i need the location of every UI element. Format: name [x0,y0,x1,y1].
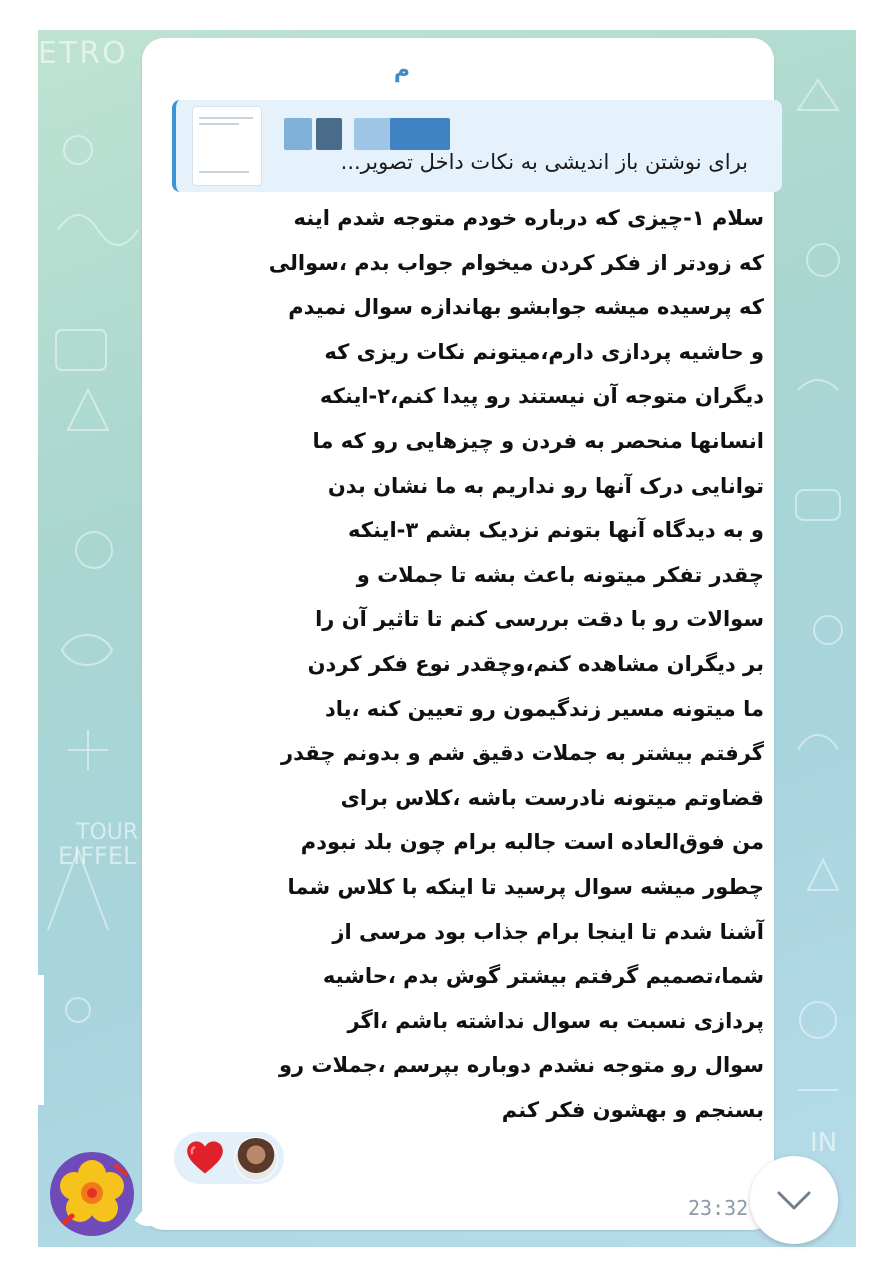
chevron-down-icon [750,1156,838,1244]
message-line: شما،تصمیم گرفتم بیشتر گوش بدم ،حاشیه [322,964,764,989]
reply-title-redacted [316,118,342,150]
message-line: قضاوتم میتونه نادرست باشه ،کلاس برای [340,785,764,810]
message-line: ما میتونه مسیر زندگیمون رو تعیین کنه ،یاد [324,696,764,721]
reply-title-redacted [284,118,312,150]
message-line: که زودتر از فکر کردن میخوام جواب بدم ،سوالی [268,250,764,275]
reply-title-redacted [390,118,450,150]
scroll-down-button[interactable] [750,1156,838,1244]
message-line: پردازی نسبت به سوال نداشته باشم ،اگر [347,1008,764,1033]
message-line: انسانها منحصر به فردن و چیزهایی رو که ما [312,428,764,453]
user-avatar[interactable] [50,1152,134,1236]
message-line: دیگران متوجه آن نیستند رو پیدا کنم،۲-اینکه [319,384,764,409]
message-line: سلام ۱-چیزی که درباره خودم متوجه شدم اینه [293,206,764,230]
doodle-text-tour: TOUR [76,820,139,845]
message-line: سوالات رو با دقت بررسی کنم تا تاثیر آن را [315,607,764,632]
sender-initial: م [393,57,410,83]
reaction-chip[interactable] [174,1132,284,1184]
doodle-text-in: IN [810,1128,838,1158]
heart-icon [186,1140,224,1176]
message-line: آشنا شدم تا اینجا برام جذاب بود مرسی از [332,919,764,944]
doodle-text-metro: ETRO [38,36,128,71]
doodle-text-eiffel: EIFFEL [58,842,137,870]
flower-avatar-icon [50,1152,134,1236]
side-panel-edge [38,975,44,1105]
message-timestamp: 23:32 [688,1196,749,1220]
message-line: و به دیدگاه آنها بتونم نزدیک بشم ۳-اینکه [348,518,764,543]
reply-thumbnail [192,106,262,186]
message-line: من فوق‌العاده است جالبه برام چون بلد نبودم [300,830,764,855]
reply-preview[interactable] [172,100,782,192]
message-line: و حاشیه پردازی دارم،میتونم نکات ریزی که [324,339,764,364]
message-line: بر دیگران مشاهده کنم،وچقدر نوع فکر کردن [307,651,764,676]
message-line: بسنجم و بهشون فکر کنم [501,1097,764,1122]
message-line: چقدر تفکر میتونه باعث بشه تا جملات و [356,562,764,587]
message-line: که پرسیده میشه جوابشو بهاندازه سوال نمیدم [288,295,764,320]
message-text [180,196,764,1132]
message-line: سوال رو متوجه نشدم دوباره بپرسم ،جملات رو [278,1053,764,1078]
reply-text: برای نوشتن باز اندیشی به نکات داخل تصویر... [340,150,748,174]
sender-name[interactable] [178,52,410,88]
message-line: چطور میشه سوال پرسید تا اینکه با کلاس شما [287,874,764,899]
message-line: توانایی درک آنها رو نداریم به ما نشان بدن [327,473,764,498]
message-line: گرفتم بیشتر به جملات دقیق شم و بدونم چقدر [281,741,764,766]
reactor-avatar[interactable] [234,1137,278,1181]
